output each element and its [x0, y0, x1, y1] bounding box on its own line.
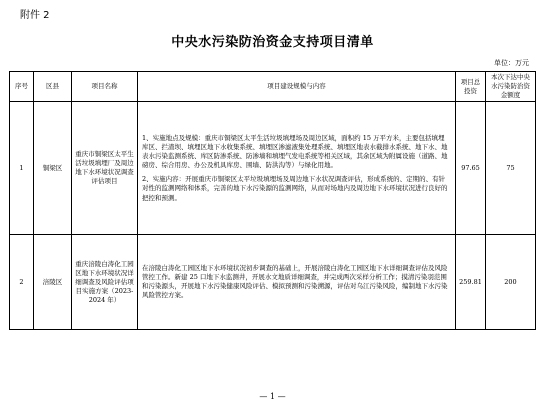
- content-paragraph: 1、实施地点及规模：重庆市铜梁区太平生活垃圾填埋场及周边区域，面积约 15 万平方米，主要包括填埋库区、拦渣坝、填埋区地下水收集系统、填埋区渗滤液集处理系统、填埋区地表水截排水系统、地下水、地表水污染监测系统、库区防渗系统、防渗墙和填埋气发电系统等相关区域，其余区域为附属设施（道路、地磅房、综合用房、办公及机具库房、围墙、防洪沟等）与绿化用地。: [142, 133, 448, 170]
- row-investment: 97.65: [456, 102, 486, 235]
- header-project-name: 项目名称: [72, 72, 138, 102]
- row-amount: 75: [486, 102, 536, 235]
- header-amount: 本次下达中央水污染防治资金额度: [486, 72, 536, 102]
- row-project-name: 重庆涪陵白涛化工园区地下水环境状况详细调查及风险评估项目实施方案（2023-2024 年）: [72, 235, 138, 330]
- table-row: [10, 102, 536, 235]
- row-amount: 200: [486, 235, 536, 330]
- unit-label: 单位：万元: [494, 59, 529, 67]
- row-no: 2: [10, 235, 34, 330]
- content-paragraph: 在涪陵白涛化工园区地下水环境状况初步调查的基础上，开展涪陵白涛化工园区地下水详细调查评估及风险管控工作。新建 25 口地下水监测井，开展水文地质详细调查，并完成两次采样分析工作；摸清污染羽范围和污染源头，开展地下水污染健康风险评估、模拟预测和污染溯源，评估对乌江污染风险，编制地下水污染风险管控方案。: [142, 264, 448, 300]
- page-number: — 1 —: [259, 392, 286, 401]
- row-content: [138, 102, 456, 235]
- row-no: 1: [10, 102, 34, 235]
- header-investment: 项目总投资: [456, 72, 486, 102]
- content-paragraph: 2、实施内容：开展重庆市铜梁区太平垃圾填埋场及周边地下水状况调查评估，形成系统的、定期的、有针对性的监测网络和体系，完善的地下水污染源的监测网络，从而对场地内及周边地下水环境状况进行良好的把控和预测。: [142, 175, 448, 202]
- table-row: [10, 235, 536, 330]
- row-project-name: 重庆市铜梁区太平生活垃圾填埋厂及周边地下水环境状况调查评估项目: [72, 102, 138, 235]
- header-no: 序号: [10, 72, 34, 102]
- annex-label: 附件 2: [20, 10, 50, 21]
- table-header-row: [10, 72, 536, 102]
- header-content: 项目建设规模与内容: [138, 72, 456, 102]
- row-district: 铜梁区: [34, 102, 72, 235]
- row-content: [138, 235, 456, 330]
- row-district: 涪陵区: [34, 235, 72, 330]
- project-table: [9, 71, 536, 330]
- row-investment: 259.81: [456, 235, 486, 330]
- header-district: 区县: [34, 72, 72, 102]
- document-title: 中央水污染防治资金支持项目清单: [171, 35, 374, 50]
